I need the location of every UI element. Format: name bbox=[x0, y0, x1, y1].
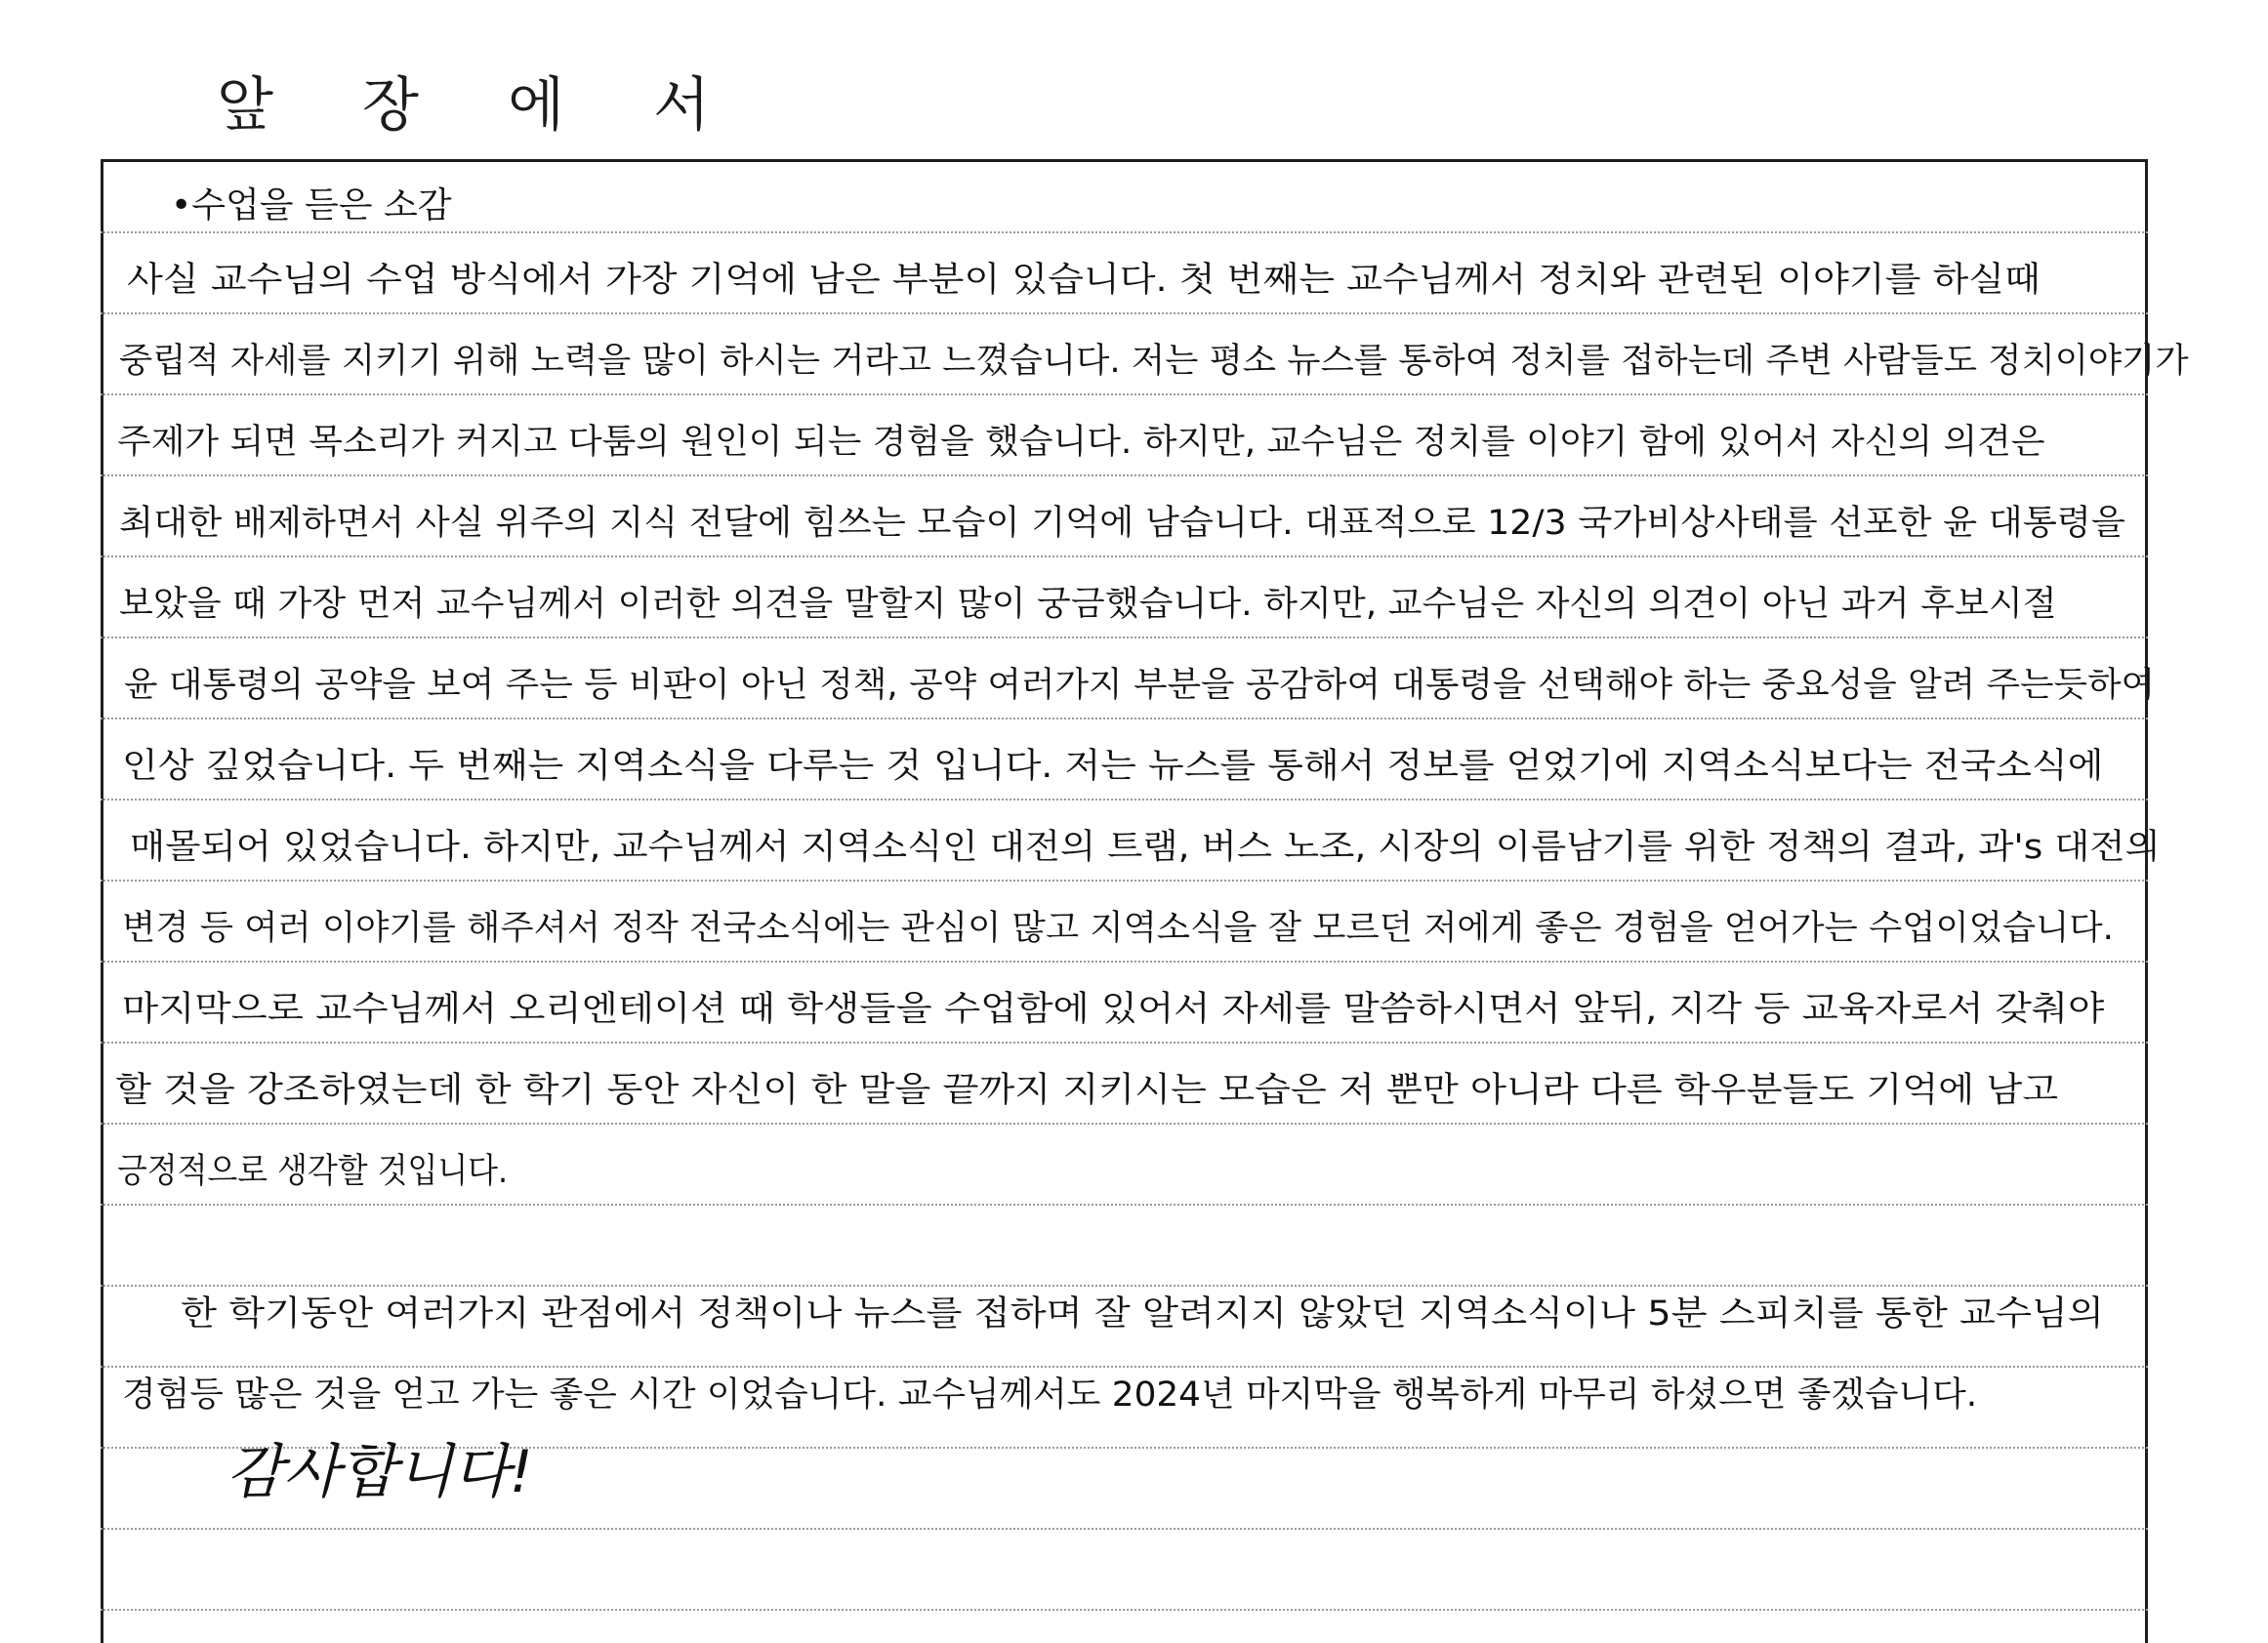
ruled-line bbox=[101, 393, 2148, 395]
essay-line: 경험등 많은 것을 얻고 가는 좋은 시간 이었습니다. 교수님께서도 2024년 마지막을 행복하게 마무리 하셨으면 좋겠습니다. bbox=[122, 1376, 1978, 1415]
ruled-line bbox=[101, 961, 2148, 963]
essay-line: 사실 교수님의 수업 방식에서 가장 기억에 남은 부분이 있습니다. 첫 번째는 교수님께서 정치와 관련된 이야기를 하실때 bbox=[127, 261, 2041, 300]
essay-line: 긍정적으로 생각할 것입니다. bbox=[117, 1152, 509, 1191]
essay-line: 마지막으로 교수님께서 오리엔테이션 때 학생들을 수업함에 있어서 자세를 말씀하시면서 앞뒤, 지각 등 교육자로서 갖춰야 bbox=[122, 990, 2105, 1029]
ruled-line bbox=[101, 1366, 2148, 1368]
essay-line: 윤 대통령의 공약을 보여 주는 등 비판이 아닌 정책, 공약 여러가지 부분을 공감하여 대통령을 선택해야 하는 중요성을 알려 주는듯하여 bbox=[124, 666, 2156, 705]
ruled-line bbox=[101, 799, 2148, 801]
essay-line: 할 것을 강조하였는데 한 학기 동안 자신이 한 말을 끝까지 지키시는 모습은 저 뿐만 아니라 다른 학우분들도 기억에 남고 bbox=[115, 1071, 2059, 1110]
ruled-line bbox=[101, 474, 2148, 476]
ruled-line bbox=[101, 1123, 2148, 1125]
essay-line: 한 학기동안 여러가지 관점에서 정책이나 뉴스를 접하며 잘 알려지지 않았던 지역소식이나 5분 스피치를 통한 교수님의 bbox=[181, 1294, 2104, 1334]
essay-heading: •수업을 듣은 소감 bbox=[171, 185, 452, 226]
ruled-line bbox=[101, 880, 2148, 882]
ruled-line bbox=[101, 1528, 2148, 1530]
ruled-line bbox=[101, 1609, 2148, 1611]
ruled-line bbox=[101, 637, 2148, 638]
ruled-line bbox=[101, 312, 2148, 314]
signoff: 감사합니다! bbox=[227, 1438, 533, 1506]
essay-line: 변경 등 여러 이야기를 해주셔서 정작 전국소식에는 관심이 많고 지역소식을 잘 모르던 저에게 좋은 경험을 얻어가는 수업이었습니다. bbox=[122, 909, 2114, 948]
essay-line: 보았을 때 가장 먼저 교수님께서 이러한 의견을 말할지 많이 궁금했습니다. 하지만, 교수님은 자신의 의견이 아닌 과거 후보시절 bbox=[119, 585, 2057, 624]
essay-line: 중립적 자세를 지키기 위해 노력을 많이 하시는 거라고 느꼈습니다. 저는 평소 뉴스를 통하여 정치를 접하는데 주변 사람들도 정치이야기가 bbox=[119, 342, 2189, 381]
ruled-line bbox=[101, 1042, 2148, 1044]
essay-line: 인상 깊었습니다. 두 번째는 지역소식을 다루는 것 입니다. 저는 뉴스를 통해서 정보를 얻었기에 지역소식보다는 전국소식에 bbox=[122, 747, 2104, 786]
ruled-line bbox=[101, 1204, 2148, 1206]
essay-line: 주제가 되면 목소리가 커지고 다툼의 원인이 되는 경험을 했습니다. 하지만, 교수님은 정치를 이야기 함에 있어서 자신의 의견은 bbox=[117, 423, 2045, 462]
essay-line: 매몰되어 있었습니다. 하지만, 교수님께서 지역소식인 대전의 트램, 버스 노조, 시장의 이름남기를 위한 정책의 결과, 과's 대전의 bbox=[130, 828, 2161, 867]
page-header: 앞 장 에 서 bbox=[217, 71, 746, 140]
ruled-line bbox=[101, 231, 2148, 233]
essay-line: 최대한 배제하면서 사실 위주의 지식 전달에 힘쓰는 모습이 기억에 남습니다. 대표적으로 12/3 국가비상사태를 선포한 윤 대통령을 bbox=[119, 504, 2125, 543]
ruled-line bbox=[101, 1285, 2148, 1287]
ruled-sheet bbox=[101, 159, 2148, 1643]
ruled-line bbox=[101, 718, 2148, 719]
ruled-line bbox=[101, 555, 2148, 557]
